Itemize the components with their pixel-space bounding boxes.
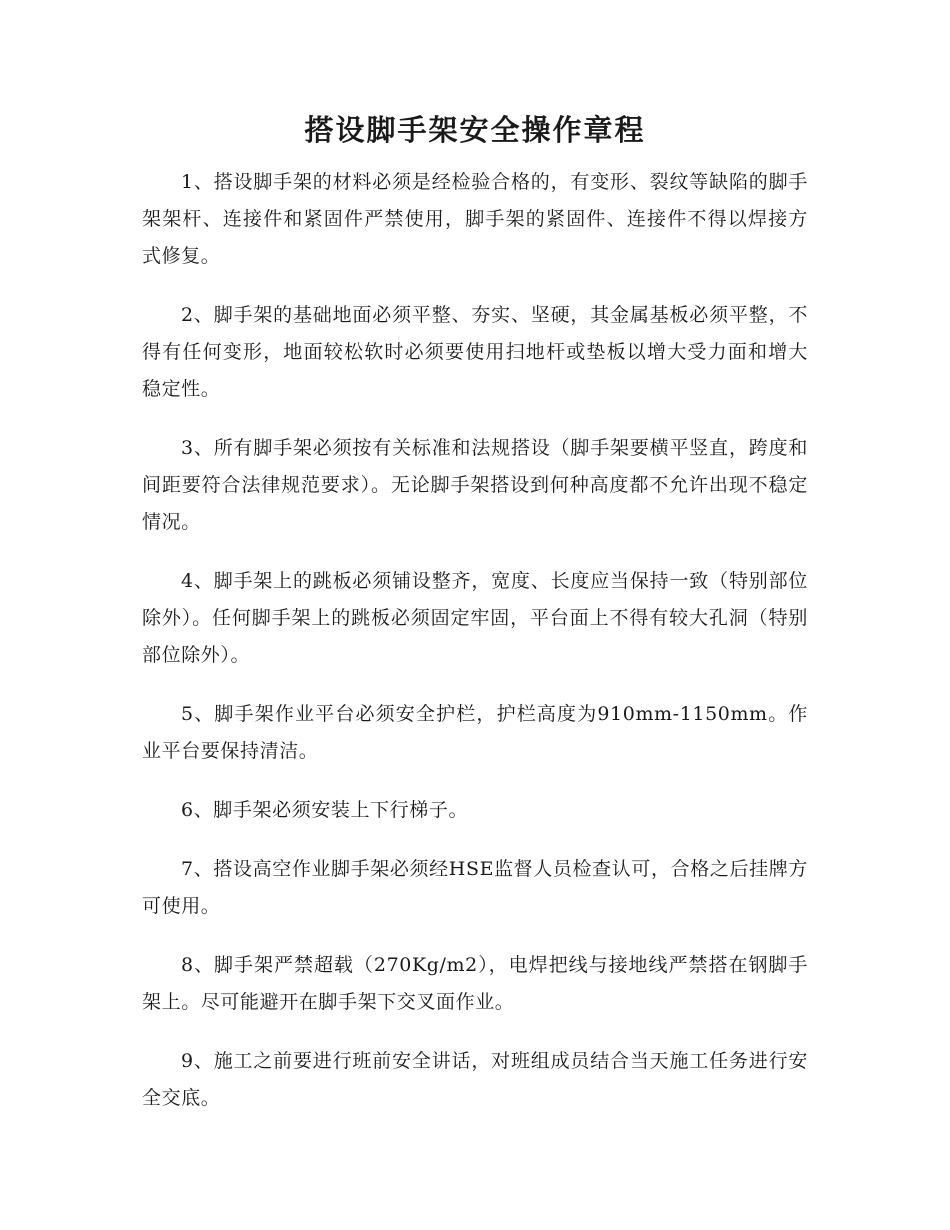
document-title: 搭设脚手架安全操作章程 xyxy=(304,113,646,147)
paragraph-1: 1、搭设脚手架的材料必须是经检验合格的，有变形、裂纹等缺陷的脚手架架杆、连接件和紧固件严禁使用，脚手架的紧固件、连接件不得以焊接方式修复。 xyxy=(142,171,808,267)
paragraph-3: 3、所有脚手架必须按有关标准和法规搭设（脚手架要横平竖直，跨度和间距要符合法律规范要求）。无论脚手架搭设到何种高度都不允许出现不稳定情况。 xyxy=(142,437,808,533)
paragraph-8: 8、脚手架严禁超载（270Kg/m2），电焊把线与接地线严禁搭在钢脚手架上。尽可能避开在脚手架下交叉面作业。 xyxy=(142,954,808,1013)
paragraph-7: 7、搭设高空作业脚手架必须经HSE监督人员检查认可，合格之后挂牌方可使用。 xyxy=(142,858,808,917)
paragraph-2: 2、脚手架的基础地面必须平整、夯实、坚硬，其金属基板必须平整，不得有任何变形，地面较松软时必须要使用扫地杆或垫板以增大受力面和增大稳定性。 xyxy=(142,304,808,400)
document-body xyxy=(142,164,808,1139)
paragraph-6: 6、脚手架必须安装上下行梯子。 xyxy=(181,799,469,821)
paragraph-5: 5、脚手架作业平台必须安全护栏，护栏高度为910mm-1150mm。作业平台要保持清洁。 xyxy=(142,703,808,762)
paragraph-4: 4、脚手架上的跳板必须铺设整齐，宽度、长度应当保持一致（特别部位除外）。任何脚手架上的跳板必须固定牢固，平台面上不得有较大孔洞（特别部位除外）。 xyxy=(142,570,808,666)
paragraph-9: 9、施工之前要进行班前安全讲话，对班组成员结合当天施工任务进行安全交底。 xyxy=(142,1050,808,1109)
